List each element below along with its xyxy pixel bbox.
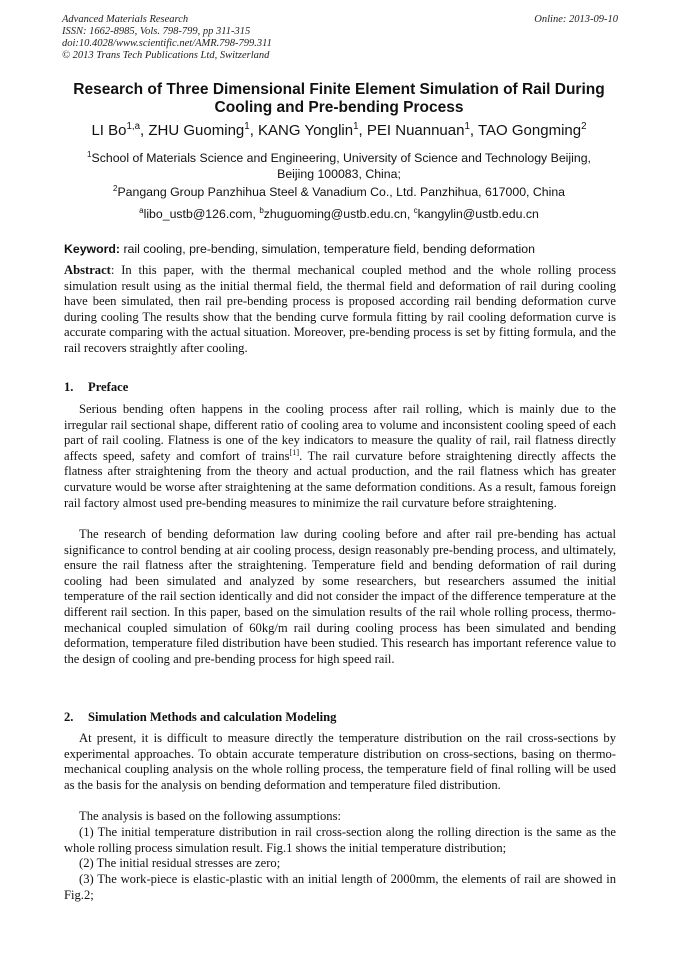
assumption-1: (1) The initial temperature distribution in rail cross-section along the rolling direction is the same as the whole rolling process simulation result. Fig.1 shows the initial temperature distribution; [64, 825, 616, 855]
author: ZHU Guoming$^1$, [148, 121, 259, 139]
journal-name: Advanced Materials Research [62, 14, 189, 25]
keywords-text: rail cooling, pre-bending, simulation, temperature field, bending deformation [120, 242, 535, 256]
author: PEI Nuannuan$^1$, [366, 121, 478, 139]
section-1-paragraph-1: Serious bending often happens in the cooling process after rail rolling, which is mainly due to the irregular rail sectional shape, different ratio of cooling area to volume and inconsistent cooling speed of each part of rail cooling. Flatness is one of the key indicators to measure the quality of rail, rail flatness directly affects speed, safety and comfort of trains[1]. The rail curvature before straightening directly affects the flatness after straightening from the theory and actual production, and the rail flatness which has greater curvature would be worse after straightening at the same deformation conditions. As a result, famous foreign rail factory almost used pre-bending measures to minimize the rail curvature before straightening. [64, 402, 617, 510]
online-date: Online: 2013-09-10 [534, 14, 618, 25]
author: KANG Yonglin$^1$, [258, 121, 367, 139]
section-1-paragraph-2: The research of bending deformation law during cooling before and after rail pre-bending has actual significance to control bending at air cooling process, design reasonably pre-bending process, and ultimately, ensure the rail flatness after the straightening. Temperature field and bending deformation of rail during cooling had been simulated and analyzed by some researchers, but researchers assumed the initial temperature of the rail section identically and did not consider the impact of the difference temperature at the different rail section. In this paper, based on the simulation results of the rail whole rolling process, thermo-mechanical coupled simulation of 60kg/m rail during cooling process has been simulated and bending deformation, temperature filed distribution have been studied. This research has important reference value to the design of cooling and pre-bending process for high speed rail. [64, 527, 616, 666]
abstract-label: Abstract [64, 263, 111, 277]
section-2-heading: 2. Simulation Methods and calculation Modeling [64, 710, 337, 724]
abstract [64, 263, 616, 357]
issn-line: ISSN: 1662-8985, Vols. 798-799, pp 311-315 [62, 26, 251, 37]
doi-line: doi:10.4028/www.scientific.net/AMR.798-799.311 [62, 38, 272, 49]
journal-header [62, 14, 618, 62]
keywords-label: Keyword: [64, 242, 121, 256]
section-1-heading: 1. Preface [64, 380, 129, 394]
citation-ref: [1] [289, 447, 300, 457]
title-line-2: Cooling and Pre-bending Process [214, 99, 464, 116]
author-list [30, 121, 648, 141]
author: LI Bo$^{1,a}$, [91, 121, 149, 139]
section-2-paragraph-2: The analysis is based on the following assumptions: [79, 809, 341, 823]
paper-title [50, 81, 628, 117]
abstract-text: : In this paper, with the thermal mechanical coupled method and the whole rolling process simulation result using as the initial thermal field, the thermal field and deformation of rail during cooling have been simulated, then rail pre-bending process is proposed according rail bending deformation curve during cooling The results show that the bending curve formula fitting by rail cooling deformation curve is accurate comparing with the actual situation. Moreover, pre-bending process is set by fitting formula, and the rail recovers straightly after cooling. [64, 263, 616, 355]
assumption-3: (3) The work-piece is elastic-plastic with an initial length of 2000mm, the elements of rail are showed in Fig.2; [64, 872, 616, 902]
section-2-paragraph-1: At present, it is difficult to measure directly the temperature distribution on the rail cross-sections by experimental approaches. To obtain accurate temperature distribution on cross-sections, basing on thermo-mechanical coupling analysis on the whole rolling process, the temperature field of final rolling will be used as the basis for the analysis on bending deformation and temperature filed distribution. [64, 731, 616, 792]
email: $^b$zhuguoming@ustb.edu.cn, [259, 205, 414, 221]
affiliation-2: $^2$Pangang Group Panzhihua Steel & Vanadium Co., Ltd. Panzhihua, 617000, China [112, 183, 565, 199]
assumption-2: (2) The initial residual stresses are zero; [79, 856, 281, 870]
email: $^a$libo_ustb@126.com, [139, 205, 260, 221]
keywords [64, 241, 616, 257]
email: $^c$kangylin@ustb.edu.cn [413, 205, 539, 221]
affiliation-1: $^1$School of Materials Science and Engineering, University of Science and Technology Beijing, Beijing 100083, China; [87, 149, 591, 181]
copyright-line: © 2013 Trans Tech Publications Ltd, Switzerland [62, 50, 270, 61]
email-list [50, 206, 628, 222]
author: TAO Gongming$^2$ [477, 121, 587, 139]
title-line-1: Research of Three Dimensional Finite Element Simulation of Rail During [73, 81, 605, 98]
